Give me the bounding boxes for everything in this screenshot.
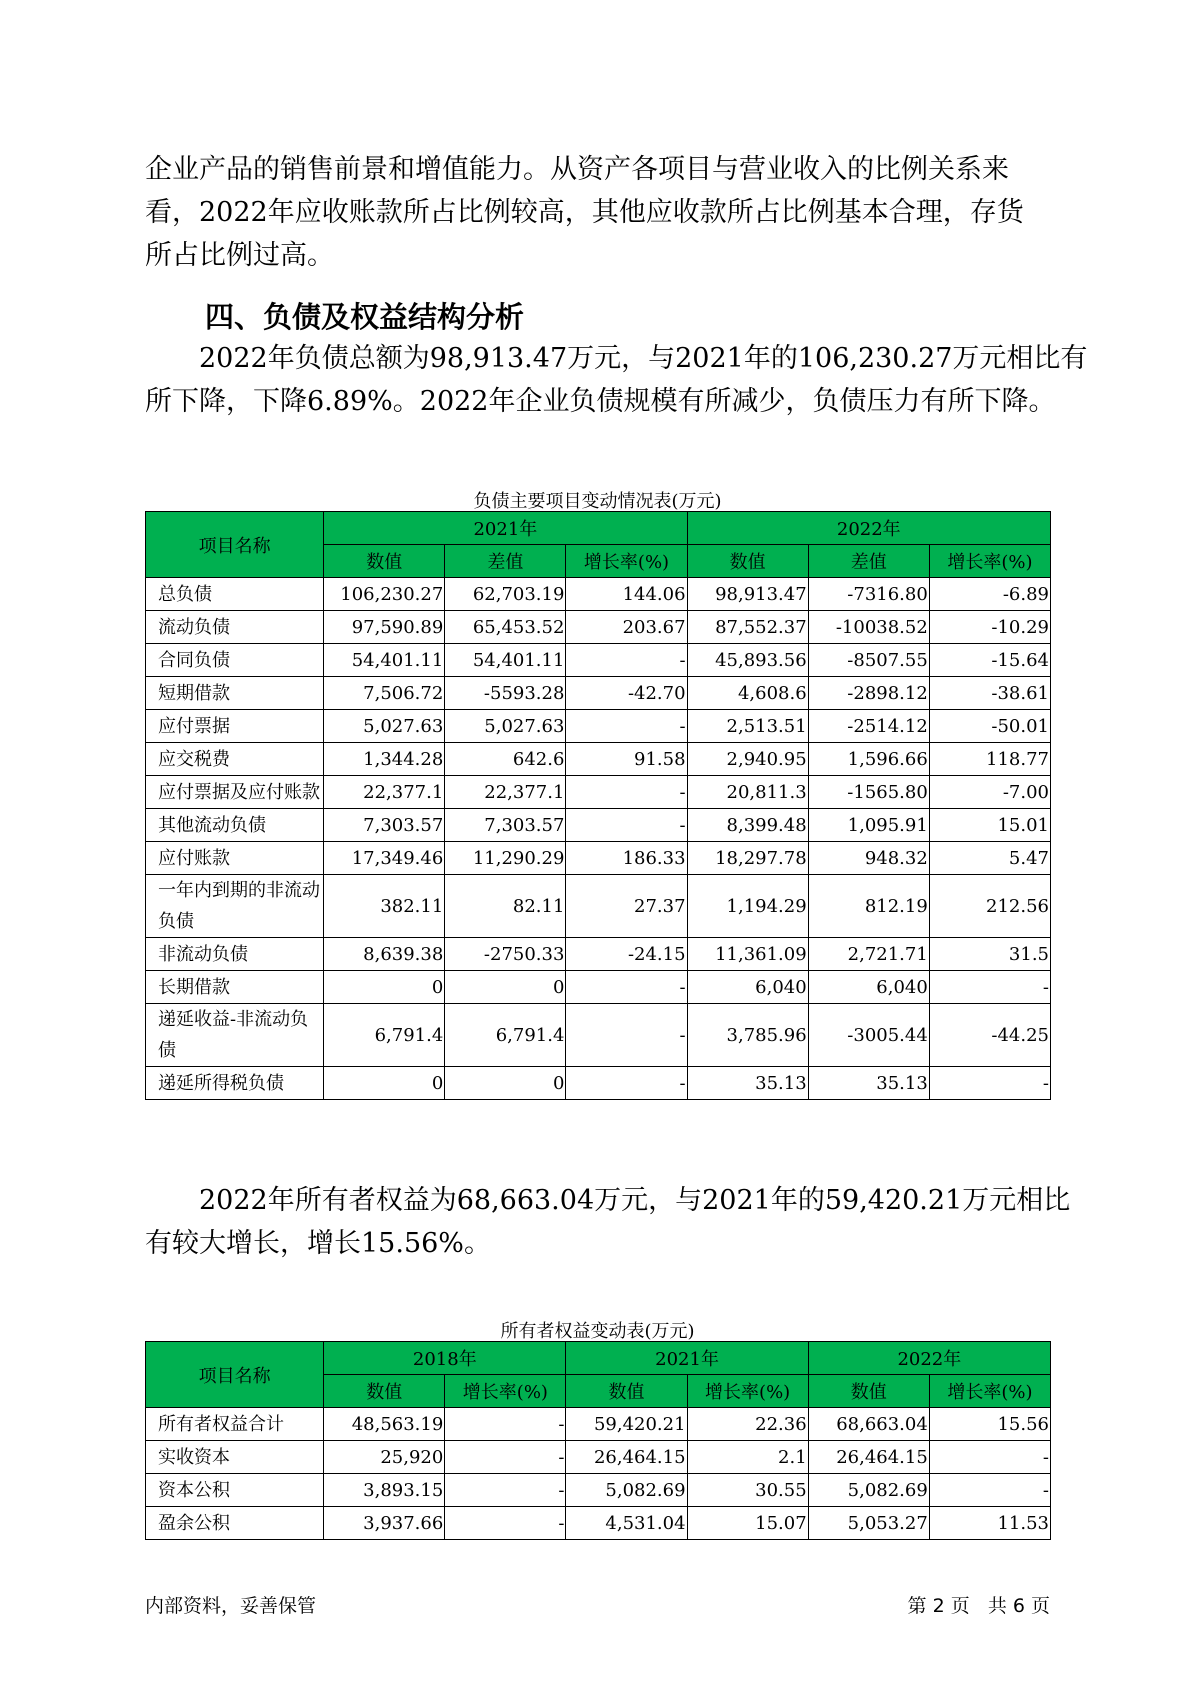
table-cell: 87,552.37 [687,611,808,644]
table-cell: 6,040 [687,971,808,1004]
liability-table [145,511,1051,1100]
table-cell: - [929,1441,1050,1474]
equity-table-caption: 所有者权益变动表(万元) [500,1321,695,1342]
footer-confidential-note: 内部资料，妥善保管 [145,1595,317,1617]
row-label: 应付票据 [146,710,324,743]
table-cell: 11.53 [929,1507,1050,1540]
table-cell: 4,608.6 [687,677,808,710]
liability-line: 2022年负债总额为98,913.47万元，与2021年的106,230.27万元相比有 [199,343,1088,374]
table-cell: 54,401.11 [324,644,445,677]
table-cell: 48,563.19 [324,1408,445,1441]
equity-table [145,1341,1051,1540]
table-row [146,677,1051,710]
table-cell: 6,791.4 [445,1004,566,1067]
table-cell: 8,639.38 [324,938,445,971]
table-cell: 65,453.52 [445,611,566,644]
table-row [146,809,1051,842]
table-cell: 20,811.3 [687,776,808,809]
row-label: 非流动负债 [146,938,324,971]
table-cell: 68,663.04 [808,1408,929,1441]
row-label: 长期借款 [146,971,324,1004]
table-row [146,971,1051,1004]
intro-line: 所占比例过高。 [145,240,334,271]
table-row [146,1408,1051,1441]
sub-header: 增长率(%) [445,1375,566,1408]
table-cell: -7.00 [929,776,1050,809]
table-cell: 1,095.91 [808,809,929,842]
table-cell: 98,913.47 [687,578,808,611]
intro-paragraph [145,148,1050,277]
table-row [146,842,1051,875]
table-cell: 45,893.56 [687,644,808,677]
table-row [146,611,1051,644]
table-cell: 0 [445,1067,566,1100]
year-header: 2022年 [687,512,1050,545]
table-cell: - [445,1507,566,1540]
name-header: 项目名称 [146,512,324,578]
table-cell: 0 [445,971,566,1004]
table-cell: -7316.80 [808,578,929,611]
table-cell: 31.5 [929,938,1050,971]
table-cell: 212.56 [929,875,1050,938]
table-cell: 15.07 [687,1507,808,1540]
sub-header: 增长率(%) [929,545,1050,578]
table-row [146,1004,1051,1067]
table-cell: - [566,1067,687,1100]
table-cell: 5.47 [929,842,1050,875]
table-cell: 22,377.1 [445,776,566,809]
table-cell: - [566,809,687,842]
table-cell: 8,399.48 [687,809,808,842]
table-cell: 6,040 [808,971,929,1004]
table-cell: -2750.33 [445,938,566,971]
table-cell: 642.6 [445,743,566,776]
equity-line: 2022年所有者权益为68,663.04万元，与2021年的59,420.21万元相比 [199,1185,1071,1216]
table-cell: 7,303.57 [324,809,445,842]
table-cell: 203.67 [566,611,687,644]
table-row [146,644,1051,677]
table-cell: 1,596.66 [808,743,929,776]
row-label: 递延所得税负债 [146,1067,324,1100]
table-cell: -24.15 [566,938,687,971]
sub-header: 增长率(%) [566,545,687,578]
table-row [146,1441,1051,1474]
sub-header: 增长率(%) [929,1375,1050,1408]
row-label: 递延收益-非流动负债 [146,1004,324,1067]
row-label: 应付票据及应付账款 [146,776,324,809]
table-cell: 59,420.21 [566,1408,687,1441]
table-cell: 106,230.27 [324,578,445,611]
table-cell: 35.13 [808,1067,929,1100]
table-cell: 82.11 [445,875,566,938]
year-header: 2022年 [808,1342,1050,1375]
table-cell: 5,027.63 [445,710,566,743]
liability-line: 所下降，下降6.89%。2022年企业负债规模有所减少，负债压力有所下降。 [145,386,1056,417]
footer-page-number: 第 2 页 共 6 页 [907,1595,1050,1617]
sub-header: 数值 [324,1375,445,1408]
table-cell: 1,194.29 [687,875,808,938]
table-cell: 144.06 [566,578,687,611]
table-cell: 4,531.04 [566,1507,687,1540]
row-label: 所有者权益合计 [146,1408,324,1441]
table-row [146,1067,1051,1100]
table-cell: 22,377.1 [324,776,445,809]
table-cell: -3005.44 [808,1004,929,1067]
table-cell: 15.01 [929,809,1050,842]
row-label: 合同负债 [146,644,324,677]
table-cell: 18,297.78 [687,842,808,875]
row-label: 实收资本 [146,1441,324,1474]
table-cell: 3,785.96 [687,1004,808,1067]
table-cell: -5593.28 [445,677,566,710]
table-cell: 812.19 [808,875,929,938]
table-cell: 5,027.63 [324,710,445,743]
table-cell: - [929,971,1050,1004]
table-cell: - [566,644,687,677]
table-cell: 948.32 [808,842,929,875]
year-header: 2021年 [324,512,687,545]
table-row [146,875,1051,938]
table-cell: -6.89 [929,578,1050,611]
sub-header: 数值 [687,545,808,578]
table-cell: - [929,1474,1050,1507]
name-header: 项目名称 [146,1342,324,1408]
table-cell: 97,590.89 [324,611,445,644]
year-header: 2018年 [324,1342,566,1375]
section-heading: 四、负债及权益结构分析 [205,300,525,334]
row-label: 短期借款 [146,677,324,710]
equity-paragraph [145,1179,1071,1265]
table-cell: 26,464.15 [566,1441,687,1474]
table-row [146,710,1051,743]
equity-line: 有较大增长，增长15.56%。 [145,1228,491,1259]
row-label: 其他流动负债 [146,809,324,842]
table-cell: -10038.52 [808,611,929,644]
table-cell: 22.36 [687,1408,808,1441]
table-cell: 2.1 [687,1441,808,1474]
table-cell: - [566,710,687,743]
table-cell: -8507.55 [808,644,929,677]
table-cell: 7,506.72 [324,677,445,710]
liability-table-caption: 负债主要项目变动情况表(万元) [473,491,722,512]
table-cell: 7,303.57 [445,809,566,842]
table-cell: -50.01 [929,710,1050,743]
table-cell: -2898.12 [808,677,929,710]
sub-header: 数值 [324,545,445,578]
table-cell: - [929,1067,1050,1100]
table-cell: 17,349.46 [324,842,445,875]
table-cell: 35.13 [687,1067,808,1100]
row-label: 应交税费 [146,743,324,776]
liability-paragraph [145,337,1088,423]
table-cell: 11,290.29 [445,842,566,875]
sub-header: 增长率(%) [687,1375,808,1408]
table-cell: -2514.12 [808,710,929,743]
year-header: 2021年 [566,1342,808,1375]
intro-line: 企业产品的销售前景和增值能力。从资产各项目与营业收入的比例关系来 [145,154,1009,185]
table-cell: - [445,1474,566,1507]
table-cell: 2,940.95 [687,743,808,776]
sub-header: 数值 [808,1375,929,1408]
row-label: 盈余公积 [146,1507,324,1540]
table-cell: 25,920 [324,1441,445,1474]
row-label: 总负债 [146,578,324,611]
row-label: 一年内到期的非流动负债 [146,875,324,938]
table-cell: -10.29 [929,611,1050,644]
table-cell: -38.61 [929,677,1050,710]
table-cell: 5,082.69 [808,1474,929,1507]
sub-header: 差值 [445,545,566,578]
row-label: 资本公积 [146,1474,324,1507]
table-cell: 0 [324,971,445,1004]
intro-line: 看，2022年应收账款所占比例较高，其他应收款所占比例基本合理，存货 [145,197,1024,228]
table-cell: -15.64 [929,644,1050,677]
table-cell: - [566,776,687,809]
table-cell: 11,361.09 [687,938,808,971]
table-cell: 5,082.69 [566,1474,687,1507]
table-cell: 30.55 [687,1474,808,1507]
table-row [146,1474,1051,1507]
table-cell: 2,513.51 [687,710,808,743]
sub-header: 数值 [566,1375,687,1408]
table-row [146,938,1051,971]
table-cell: 26,464.15 [808,1441,929,1474]
table-cell: 91.58 [566,743,687,776]
table-row [146,1507,1051,1540]
table-cell: 382.11 [324,875,445,938]
table-cell: - [566,971,687,1004]
table-cell: 27.37 [566,875,687,938]
table-cell: 1,344.28 [324,743,445,776]
table-cell: -44.25 [929,1004,1050,1067]
table-cell: 118.77 [929,743,1050,776]
table-cell: 62,703.19 [445,578,566,611]
table-cell: 3,893.15 [324,1474,445,1507]
table-row [146,578,1051,611]
table-cell: 5,053.27 [808,1507,929,1540]
table-cell: - [445,1441,566,1474]
table-cell: 2,721.71 [808,938,929,971]
table-cell: 54,401.11 [445,644,566,677]
row-label: 流动负债 [146,611,324,644]
table-cell: 15.56 [929,1408,1050,1441]
table-cell: - [566,1004,687,1067]
table-cell: 0 [324,1067,445,1100]
table-cell: - [445,1408,566,1441]
table-cell: -1565.80 [808,776,929,809]
table-row [146,776,1051,809]
row-label: 应付账款 [146,842,324,875]
table-cell: 3,937.66 [324,1507,445,1540]
table-row [146,743,1051,776]
sub-header: 差值 [808,545,929,578]
table-cell: 186.33 [566,842,687,875]
table-cell: -42.70 [566,677,687,710]
table-cell: 6,791.4 [324,1004,445,1067]
